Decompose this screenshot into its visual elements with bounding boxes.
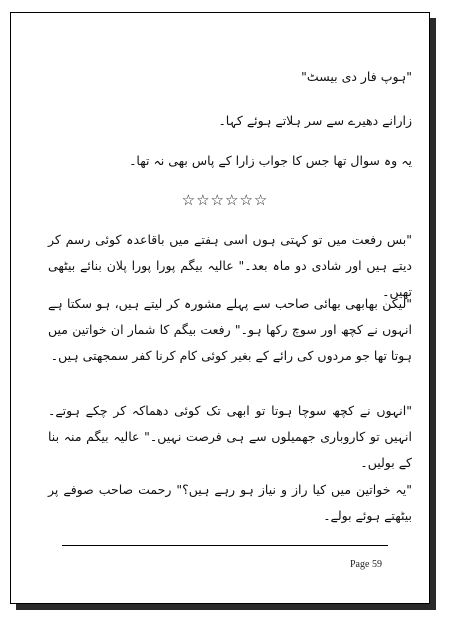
section-separator: ☆☆☆☆☆☆ <box>181 191 269 209</box>
paragraph-2: یہ وہ سوال تھا جس کا جواب زارا کے پاس بھی نہ تھا۔ <box>129 153 412 168</box>
paragraph-1: زارانے دھیرے سے سر ہلاتے ہوئے کہا۔ <box>218 113 412 128</box>
paragraph-4: "لیکن بھابھی بھائی صاحب سے پہلے مشورہ کر لیتے ہیں، ہو سکتا ہے انہوں نے کچھ اور سوچ رکھا ہو۔" رفعت بیگم کا شمار ان خواتین میں ہوتا تھا جو مردوں کی رائے کے بغیر کوئی کام کرنا کفر سمجھتی ہیں۔ <box>48 296 412 363</box>
chapter-heading: "ہوپ فار دی بیسٹ" <box>301 69 412 84</box>
paragraph-6: "یہ خواتین میں کیا راز و نیاز ہو رہے ہیں؟" رحمت صاحب صوفے پر بیٹھتے ہوئے بولے۔ <box>48 482 412 523</box>
paragraph-5: "انہوں نے کچھ سوچا ہوتا تو ابھی تک کوئی دھماکہ کر چکے ہوتے۔ انہیں تو کاروباری جھمیلوں سے ہی فرصت نہیں۔" عالیہ بیگم منہ بنا کے بولیں۔ <box>48 403 412 470</box>
page-number: Page 59 <box>350 559 382 570</box>
paragraph-3: "بس رفعت میں تو کہتی ہوں اسی ہفتے میں باقاعدہ کوئی رسم کر دیتے ہیں اور شادی دو ماہ بعد۔" عالیہ بیگم پورا پورا پلان بنائے بیٹھی تھیں۔ <box>48 232 412 299</box>
footer-rule <box>62 545 388 546</box>
